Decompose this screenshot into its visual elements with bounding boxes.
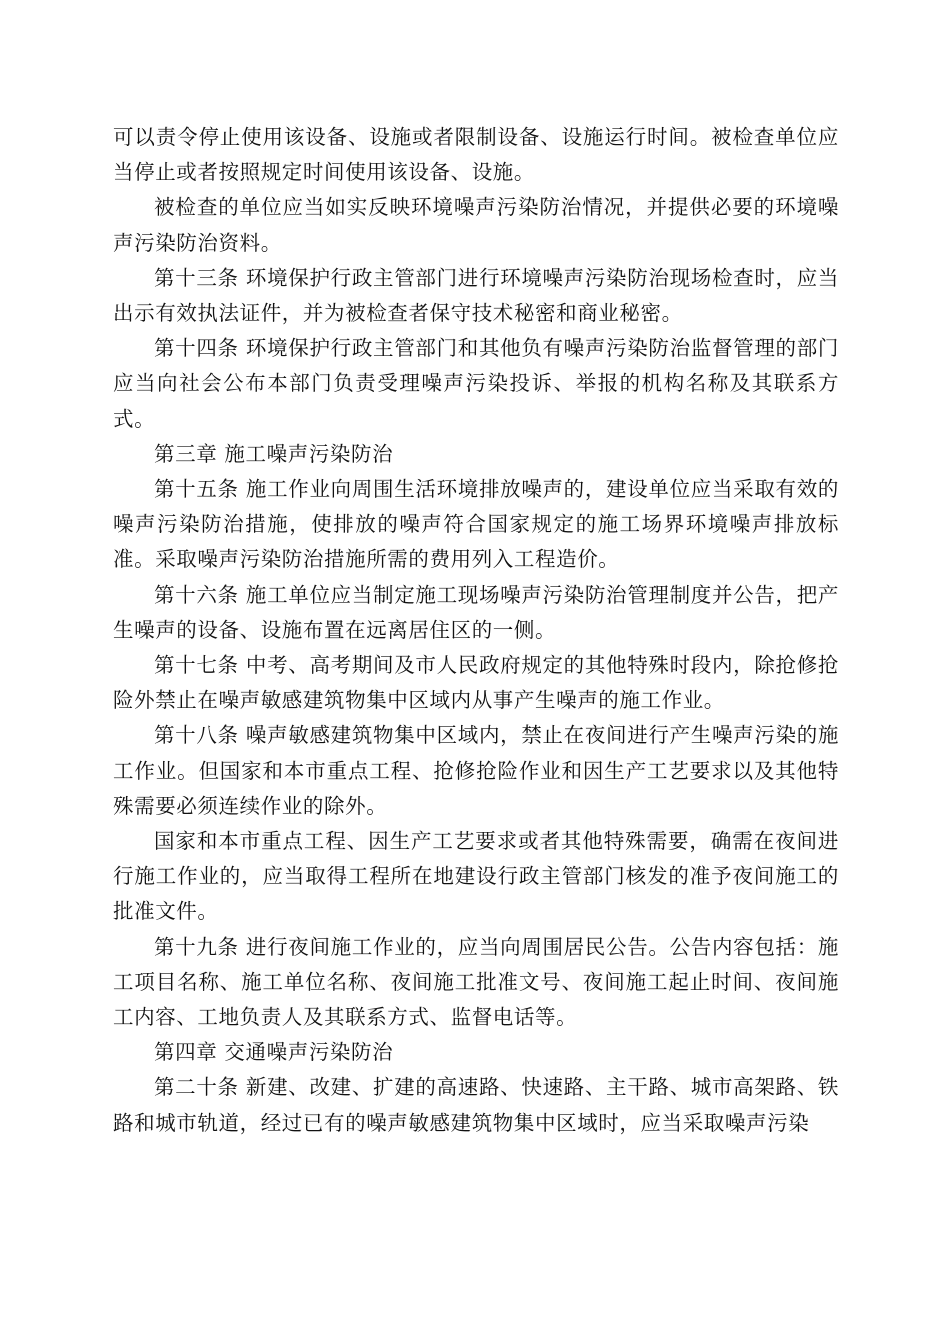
- paragraph-continuation: 可以责令停止使用该设备、设施或者限制设备、设施运行时间。被检查单位应当停止或者按照规定时间使用该设备、设施。: [113, 125, 839, 185]
- paragraph: 国家和本市重点工程、因生产工艺要求或者其他特殊需要，确需在夜间进行施工作业的，应当取得工程所在地建设行政主管部门核发的准予夜间施工的批准文件。: [113, 829, 839, 924]
- document-body: [113, 120, 839, 1141]
- article-19: 第十九条 进行夜间施工作业的，应当向周围居民公告。公告内容包括：施工项目名称、施工单位名称、夜间施工批准文号、夜间施工起止时间、夜间施工内容、工地负责人及其联系方式、监督电话等。: [113, 934, 839, 1030]
- article-20: 第二十条 新建、改建、扩建的高速路、快速路、主干路、城市高架路、铁路和城市轨道，经过已有的噪声敏感建筑物集中区域时，应当采取噪声污染: [113, 1075, 839, 1135]
- chapter-4-heading: 第四章 交通噪声污染防治: [154, 1040, 394, 1065]
- article-17: 第十七条 中考、高考期间及市人民政府规定的其他特殊时段内，除抢修抢险外禁止在噪声敏感建筑物集中区域内从事产生噪声的施工作业。: [113, 653, 839, 713]
- article-16: 第十六条 施工单位应当制定施工现场噪声污染防治管理制度并公告，把产生噪声的设备、设施布置在远离居住区的一侧。: [113, 582, 839, 642]
- article-13: 第十三条 环境保护行政主管部门进行环境噪声污染防治现场检查时，应当出示有效执法证件，并为被检查者保守技术秘密和商业秘密。: [113, 265, 839, 326]
- article-18: 第十八条 噪声敏感建筑物集中区域内，禁止在夜间进行产生噪声污染的施工作业。但国家和本市重点工程、抢修抢险作业和因生产工艺要求以及其他特殊需要必须连续作业的除外。: [113, 723, 839, 818]
- article-15: 第十五条 施工作业向周围生活环境排放噪声的，建设单位应当采取有效的噪声污染防治措施，使排放的噪声符合国家规定的施工场界环境噪声排放标准。采取噪声污染防治措施所需的费用列入工程造价。: [113, 477, 839, 572]
- article-14: 第十四条 环境保护行政主管部门和其他负有噪声污染防治监督管理的部门应当向社会公布本部门负责受理噪声污染投诉、举报的机构名称及其联系方式。: [113, 336, 839, 431]
- paragraph: 被检查的单位应当如实反映环境噪声污染防治情况，并提供必要的环境噪声污染防治资料。: [113, 195, 839, 255]
- chapter-3-heading: 第三章 施工噪声污染防治: [154, 441, 394, 466]
